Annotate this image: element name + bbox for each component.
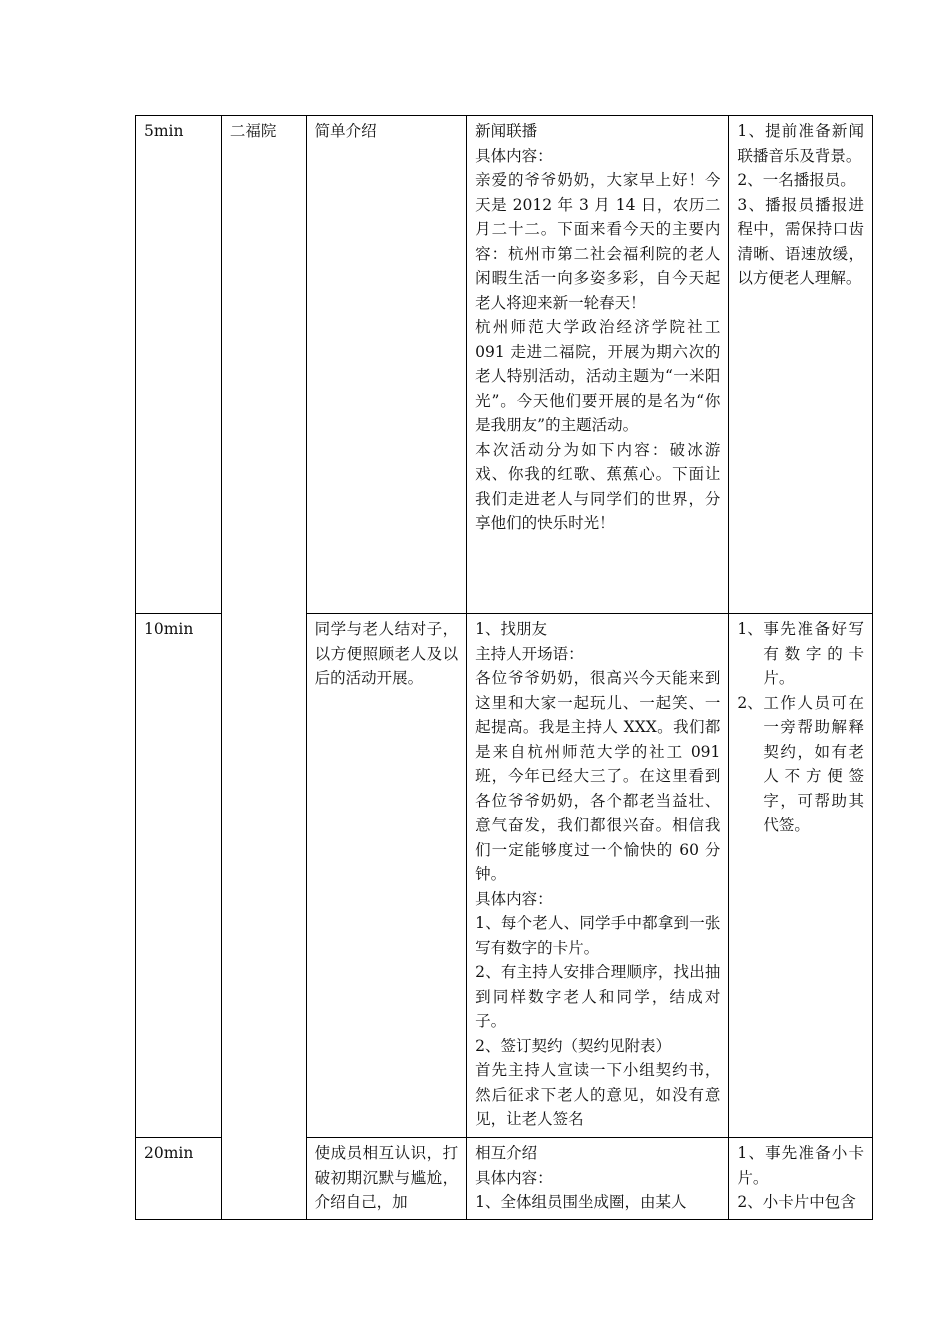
- time-cell: [136, 116, 222, 614]
- content-line: 亲爱的爷爷奶奶，大家早上好！今天是 2012 年 3 月 14 日，农历二月二十二。下面来看今天的主要内容：杭州市第二社会福利院的老人闲暇生活一向多姿多彩，自今天起老人将迎来新一轮春天！: [475, 171, 721, 312]
- time-cell: [136, 1138, 222, 1220]
- notes-cell: [729, 116, 873, 614]
- table-row: [136, 116, 873, 614]
- content-line: 杭州师范大学政治经济学院社工 091 走进二福院，开展为期六次的老人特别活动，活动主题为“一米阳光”。今天他们要开展的是名为“你是我朋友”的主题活动。: [475, 318, 721, 434]
- content-line: 首先主持人宣读一下小组契约书，然后征求下老人的意见，如没有意见，让老人签名: [475, 1061, 721, 1128]
- goal-cell: [306, 614, 467, 1138]
- content-line: 新闻联播: [475, 122, 538, 140]
- content-line: 主持人开场语：: [475, 644, 584, 663]
- content-line: 1、全体组员围坐成圈，由某人: [475, 1193, 687, 1211]
- note-line: 2、小卡片中包含: [737, 1193, 856, 1211]
- content-line: 具体内容：: [475, 146, 553, 165]
- content-line: 2、有主持人安排合理顺序，找出抽到同样数字老人和同学，结成对子。: [475, 963, 721, 1030]
- note-line: 2、一名播报员。: [737, 171, 856, 189]
- content-cell: [467, 116, 729, 614]
- time-text: 10min: [144, 620, 194, 638]
- note-number: 2、: [737, 693, 763, 712]
- note-text: 事先准备好写有数字的卡片。: [763, 620, 864, 687]
- content-line: 具体内容：: [475, 889, 553, 908]
- activity-plan-table: [135, 115, 873, 1220]
- note-line: 1、事先准备小卡片。: [737, 1144, 864, 1187]
- goal-text: 简单介绍: [314, 122, 377, 140]
- note-line: 1、提前准备新闻联播音乐及背景。: [737, 122, 864, 165]
- content-line: 2、签订契约（契约见附表）: [475, 1036, 672, 1055]
- content-line: 各位爷爷奶奶，很高兴今天能来到这里和大家一起玩儿、一起笑、一起提高。我是主持人 XXX。我们都是来自杭州师范大学的社工 091 班，今年已经大三了。在这里看到各位爷爷奶奶，各个都老当益壮、意气奋发，我们都很兴奋。相信我们一定能够度过一个愉快的 60 分钟。: [475, 669, 721, 883]
- note-item: [737, 617, 864, 691]
- content-cell: [467, 614, 729, 1138]
- content-line: 1、找朋友: [475, 620, 548, 638]
- time-text: 20min: [144, 1144, 194, 1162]
- notes-cell: [729, 1138, 873, 1220]
- content-line: 1、每个老人、同学手中都拿到一张写有数字的卡片。: [475, 914, 721, 957]
- place-cell: [221, 116, 306, 1220]
- note-line: 3、播报员播报进程中，需保持口齿清晰、语速放缓，以方便老人理解。: [737, 195, 864, 287]
- content-line: 具体内容：: [475, 1168, 553, 1187]
- content-line: 相互介绍: [475, 1144, 538, 1162]
- notes-cell: [729, 614, 873, 1138]
- time-text: 5min: [144, 122, 184, 140]
- content-line: 本次活动分为如下内容：破冰游戏、你我的红歌、蕉蕉心。下面让我们走进老人与同学们的世界，分享他们的快乐时光！: [475, 440, 721, 532]
- goal-cell: [306, 1138, 467, 1220]
- goal-text: 同学与老人结对子，以方便照顾老人及以后的活动开展。: [314, 620, 459, 687]
- note-text: 工作人员可在一旁帮助解释契约，如有老人不方便签字，可帮助其代签。: [763, 693, 864, 834]
- goal-cell: [306, 116, 467, 614]
- content-cell: [467, 1138, 729, 1220]
- place-text: 二福院: [229, 122, 277, 140]
- note-number: 1、: [737, 620, 763, 638]
- goal-text: 使成员相互认识，打破初期沉默与尴尬，介绍自己，加: [314, 1144, 459, 1211]
- time-cell: [136, 614, 222, 1138]
- note-item: [737, 691, 864, 838]
